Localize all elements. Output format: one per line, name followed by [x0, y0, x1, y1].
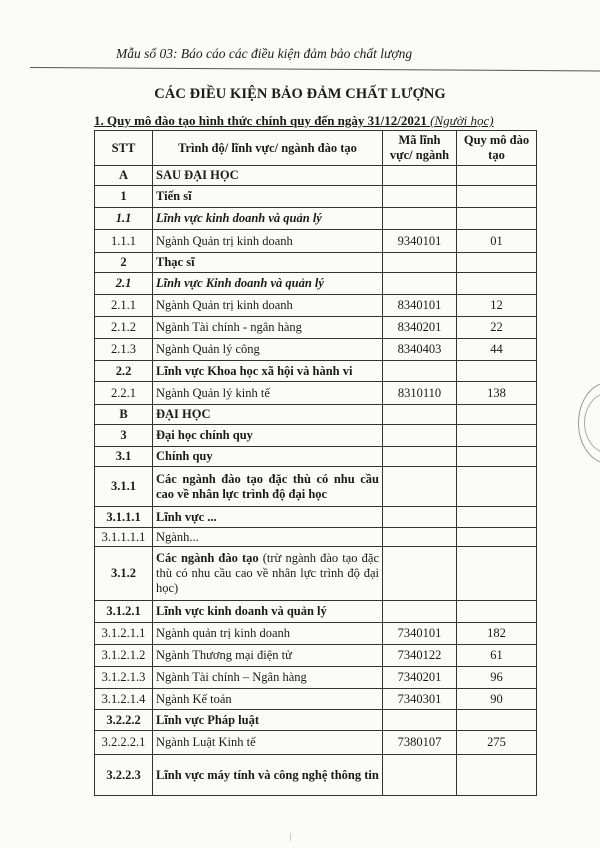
row-stt: 2.1	[95, 273, 153, 295]
row-stt: B	[95, 405, 153, 425]
row-name: Lĩnh vực Kinh doanh và quản lý	[153, 273, 383, 295]
section-heading	[94, 113, 494, 129]
row-code	[383, 425, 457, 447]
row-code	[383, 601, 457, 623]
row-qty: 275	[457, 731, 537, 755]
table-row	[95, 710, 537, 731]
row-code	[383, 507, 457, 528]
row-stt: 1.1	[95, 208, 153, 230]
row-code	[383, 528, 457, 547]
header-name: Trình độ/ lĩnh vực/ ngành đào tạo	[153, 131, 383, 166]
row-stt: 3.1.1.1	[95, 507, 153, 528]
row-stt: 3.1.2.1.1	[95, 623, 153, 645]
row-name: Thạc sĩ	[153, 253, 383, 273]
row-stt: 3.2.2.2	[95, 710, 153, 731]
row-qty	[457, 710, 537, 731]
table-row	[95, 601, 537, 623]
row-code: 7340122	[383, 645, 457, 667]
row-name: Ngành Tài chính - ngân hàng	[153, 317, 383, 339]
row-name-bold: Các ngành đào tạo	[156, 551, 259, 565]
row-qty: 22	[457, 317, 537, 339]
table-row	[95, 507, 537, 528]
table-row	[95, 645, 537, 667]
row-code	[383, 467, 457, 507]
table-row	[95, 667, 537, 689]
header-code: Mã lĩnh vực/ ngành	[383, 131, 457, 166]
row-name: Ngành Luật Kinh tế	[153, 731, 383, 755]
table-row	[95, 467, 537, 507]
table-row	[95, 186, 537, 208]
row-name: Ngành Thương mại điện tử	[153, 645, 383, 667]
row-name: Ngành Quản trị kinh doanh	[153, 295, 383, 317]
row-name: Lĩnh vực Khoa học xã hội và hành vi	[153, 361, 383, 382]
row-name: Lĩnh vực kinh doanh và quản lý	[153, 208, 383, 230]
row-name: Ngành...	[153, 528, 383, 547]
table-row	[95, 405, 537, 425]
row-code: 7340201	[383, 667, 457, 689]
row-stt: 3.2.2.3	[95, 755, 153, 796]
row-stt: 2.1.2	[95, 317, 153, 339]
table-row	[95, 731, 537, 755]
row-name: Lĩnh vực máy tính và công nghệ thông tin	[153, 755, 383, 796]
row-qty	[457, 253, 537, 273]
row-stt: A	[95, 166, 153, 186]
table-body	[95, 166, 537, 796]
row-qty: 138	[457, 382, 537, 405]
row-qty	[457, 166, 537, 186]
document-title: CÁC ĐIỀU KIỆN BẢO ĐẢM CHẤT LƯỢNG	[154, 86, 446, 102]
row-name: Ngành Tài chính – Ngân hàng	[153, 667, 383, 689]
row-qty: 44	[457, 339, 537, 361]
row-name: Lĩnh vực kinh doanh và quản lý	[153, 601, 383, 623]
row-qty: 182	[457, 623, 537, 645]
row-stt: 2.2	[95, 361, 153, 382]
row-stt: 3.1.2.1.2	[95, 645, 153, 667]
row-name-rest: (trừ ngành đào tạo đặc thù có nhu cầu cao về nhân lực trình độ đại học)	[156, 551, 379, 595]
table-row	[95, 361, 537, 382]
row-stt: 3.1	[95, 447, 153, 467]
row-qty	[457, 208, 537, 230]
row-name: SAU ĐẠI HỌC	[153, 166, 383, 186]
row-stt: 3	[95, 425, 153, 447]
table-row	[95, 166, 537, 186]
table-row	[95, 528, 537, 547]
row-qty: 61	[457, 645, 537, 667]
row-qty	[457, 755, 537, 796]
table-row	[95, 425, 537, 447]
header-stt: STT	[95, 131, 153, 166]
row-code	[383, 755, 457, 796]
row-code	[383, 361, 457, 382]
table-row	[95, 230, 537, 253]
row-stt: 2	[95, 253, 153, 273]
training-scale-table	[94, 130, 537, 796]
row-qty	[457, 467, 537, 507]
table-row	[95, 208, 537, 230]
form-note: Mẫu số 03: Báo cáo các điều kiện đảm bảo chất lượng	[116, 46, 413, 61]
table-row	[95, 755, 537, 796]
table-row	[95, 273, 537, 295]
row-code: 7380107	[383, 731, 457, 755]
row-name: Chính quy	[153, 447, 383, 467]
row-name: Đại học chính quy	[153, 425, 383, 447]
row-name: Các ngành đào tạo đặc thù có nhu cầu cao về nhân lực trình độ đại học	[153, 467, 383, 507]
row-name: Ngành Quản lý công	[153, 339, 383, 361]
row-stt: 3.1.2.1.3	[95, 667, 153, 689]
header-qty: Quy mô đào tạo	[457, 131, 537, 166]
row-name: Tiến sĩ	[153, 186, 383, 208]
row-qty	[457, 186, 537, 208]
row-stt: 3.1.2.1	[95, 601, 153, 623]
row-code	[383, 710, 457, 731]
row-stt: 3.2.2.2.1	[95, 731, 153, 755]
row-code: 8340201	[383, 317, 457, 339]
row-code	[383, 405, 457, 425]
row-name: Lĩnh vực Pháp luật	[153, 710, 383, 731]
row-stt: 2.1.3	[95, 339, 153, 361]
row-code	[383, 208, 457, 230]
row-name: ĐẠI HỌC	[153, 405, 383, 425]
table-row	[95, 547, 537, 601]
row-code	[383, 447, 457, 467]
row-stt: 1.1.1	[95, 230, 153, 253]
row-stt: 3.1.2.1.4	[95, 689, 153, 710]
row-code: 8340403	[383, 339, 457, 361]
row-code: 8340101	[383, 295, 457, 317]
row-qty	[457, 547, 537, 601]
row-code	[383, 253, 457, 273]
table-row	[95, 623, 537, 645]
row-name: Lĩnh vực ...	[153, 507, 383, 528]
row-qty	[457, 425, 537, 447]
row-qty: 01	[457, 230, 537, 253]
row-stt: 3.1.2	[95, 547, 153, 601]
row-qty: 96	[457, 667, 537, 689]
row-qty	[457, 273, 537, 295]
row-name: Ngành Kế toán	[153, 689, 383, 710]
row-code: 7340301	[383, 689, 457, 710]
row-qty	[457, 405, 537, 425]
row-code: 7340101	[383, 623, 457, 645]
row-name	[153, 547, 383, 601]
table-header-row	[95, 131, 537, 166]
row-name: Ngành quản trị kinh doanh	[153, 623, 383, 645]
row-stt: 3.1.1	[95, 467, 153, 507]
row-qty: 12	[457, 295, 537, 317]
table-row	[95, 447, 537, 467]
row-code: 9340101	[383, 230, 457, 253]
row-code: 8310110	[383, 382, 457, 405]
row-name: Ngành Quản lý kinh tế	[153, 382, 383, 405]
table-row	[95, 689, 537, 710]
row-name: Ngành Quản trị kinh doanh	[153, 230, 383, 253]
row-code	[383, 166, 457, 186]
table-row	[95, 295, 537, 317]
row-stt: 2.2.1	[95, 382, 153, 405]
row-code	[383, 186, 457, 208]
row-qty	[457, 447, 537, 467]
row-qty	[457, 361, 537, 382]
row-stt: 3.1.1.1.1	[95, 528, 153, 547]
row-qty	[457, 528, 537, 547]
section-unit: (Người học)	[430, 113, 494, 128]
row-qty	[457, 507, 537, 528]
row-stt: 2.1.1	[95, 295, 153, 317]
row-qty: 90	[457, 689, 537, 710]
row-code	[383, 273, 457, 295]
table-row	[95, 317, 537, 339]
page-mark: |	[290, 832, 292, 841]
header-rule	[30, 67, 600, 71]
row-qty	[457, 601, 537, 623]
table-row	[95, 382, 537, 405]
table-row	[95, 339, 537, 361]
section-heading-text: 1. Quy mô đào tạo hình thức chính quy đến ngày 31/12/2021	[94, 113, 431, 128]
row-code	[383, 547, 457, 601]
table-row	[95, 253, 537, 273]
row-stt: 1	[95, 186, 153, 208]
